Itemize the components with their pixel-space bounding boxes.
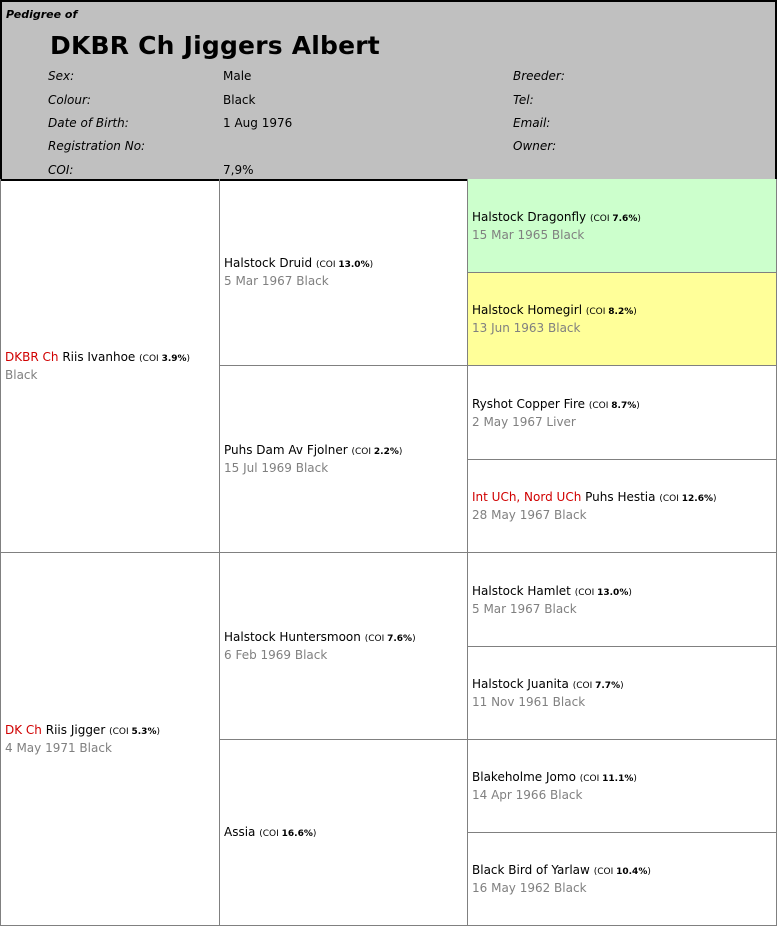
sire-sire-details: 5 Mar 1967 Black	[224, 274, 329, 288]
sire-dam-details: 15 Jul 1969 Black	[224, 461, 329, 475]
ss-sire-coi-prefix: COI	[593, 213, 610, 224]
dam-dam-cell: Assia (COI 16.6%)	[219, 740, 468, 926]
sex-label: Sex:	[48, 69, 75, 83]
sire-sire-cell: Halstock Druid (COI 13.0%) 5 Mar 1967 Black	[219, 179, 468, 366]
ds-dam-details: 11 Nov 1961 Black	[472, 695, 586, 709]
pedigree-tree	[0, 179, 777, 926]
sd-sire-name: Ryshot Copper Fire	[472, 396, 586, 411]
ds-sire-name: Halstock Hamlet	[472, 583, 571, 598]
sire-dam-cell: Puhs Dam Av Fjolner (COI 2.2%) 15 Jul 1969 Black	[219, 366, 468, 553]
dam-coi: 5.3%	[131, 727, 157, 737]
ss-dam-coi-prefix: COI	[589, 307, 606, 317]
breeder-label: Breeder:	[513, 69, 565, 83]
ss-dam-cell: Halstock Homegirl (COI 8.2%) 13 Jun 1963 Black	[467, 273, 777, 366]
sire-cell: DKBR Ch Riis Ivanhoe (COI 3.9%) Black	[0, 179, 220, 553]
sd-sire-coi-prefix: COI	[592, 400, 609, 411]
ds-sire-coi-prefix: COI	[578, 587, 595, 598]
sire-sire-coi-prefix: COI	[319, 260, 336, 270]
sire-details: Black	[5, 367, 38, 382]
dob-value: 1 Aug 1976	[223, 116, 293, 130]
dam-sire-coi: 7.6%	[387, 634, 413, 644]
dam-coi-prefix: COI	[112, 727, 129, 737]
ds-dam-coi: 7.7%	[595, 681, 621, 691]
ds-dam-coi-prefix: COI	[576, 681, 593, 691]
sd-dam-name: Puhs Hestia	[585, 490, 656, 504]
ss-sire-details: 15 Mar 1965 Black	[472, 227, 585, 242]
dob-label: Date of Birth:	[48, 116, 129, 130]
ds-dam-name: Halstock Juanita	[472, 677, 569, 691]
ds-sire-details: 5 Mar 1967 Black	[472, 601, 577, 616]
dam-dam-name: Assia	[224, 824, 256, 839]
sire-dam-coi-prefix: COI	[355, 447, 372, 457]
sd-dam-details: 28 May 1967 Black	[472, 508, 587, 522]
dam-sire-name: Halstock Huntersmoon	[224, 630, 361, 644]
pedigree-header	[0, 0, 777, 181]
coi-label: COI:	[48, 163, 74, 177]
ds-dam-cell: Halstock Juanita (COI 7.7%) 11 Nov 1961 Black	[467, 647, 777, 740]
colour-label: Colour:	[48, 93, 91, 107]
dam-dam-coi-prefix: COI	[262, 828, 279, 839]
owner-label: Owner:	[513, 139, 557, 153]
dd-sire-coi-prefix: COI	[583, 774, 600, 784]
dam-sire-details: 6 Feb 1969 Black	[224, 648, 328, 662]
ds-sire-cell: Halstock Hamlet (COI 13.0%) 5 Mar 1967 Black	[467, 553, 777, 647]
sd-dam-coi: 12.6%	[681, 494, 713, 504]
dog-name-title: DKBR Ch Jiggers Albert	[50, 31, 380, 60]
sire-dam-name: Puhs Dam Av Fjolner	[224, 443, 348, 457]
dd-sire-details: 14 Apr 1966 Black	[472, 788, 583, 802]
email-label: Email:	[513, 116, 551, 130]
ss-sire-coi: 7.6%	[612, 213, 638, 224]
sire-coi: 3.9%	[161, 353, 187, 364]
ds-sire-coi: 13.0%	[597, 587, 629, 598]
pedigree-of-label: Pedigree of	[6, 8, 78, 21]
dd-dam-cell: Black Bird of Yarlaw (COI 10.4%) 16 May 1962 Black	[467, 833, 777, 926]
dam-name: Riis Jigger	[45, 723, 106, 737]
sire-coi-prefix: COI	[142, 353, 159, 364]
tel-label: Tel:	[513, 93, 534, 107]
dd-sire-coi: 11.1%	[602, 774, 634, 784]
dd-dam-coi-prefix: COI	[597, 867, 614, 877]
dam-sire-coi-prefix: COI	[368, 634, 385, 644]
dd-sire-name: Blakeholme Jomo	[472, 770, 576, 784]
ss-sire-name: Halstock Dragonfly	[472, 209, 587, 224]
dd-dam-details: 16 May 1962 Black	[472, 881, 587, 895]
sd-sire-details: 2 May 1967 Liver	[472, 414, 576, 429]
dam-dam-coi: 16.6%	[281, 828, 313, 839]
sd-dam-coi-prefix: COI	[662, 494, 679, 504]
ss-sire-cell: Halstock Dragonfly (COI 7.6%) 15 Mar 1965 Black	[467, 179, 777, 273]
sire-dam-coi: 2.2%	[373, 447, 399, 457]
dd-dam-coi: 10.4%	[616, 867, 648, 877]
colour-value: Black	[223, 93, 256, 107]
dam-cell: DK Ch Riis Jigger (COI 5.3%) 4 May 1971 Black	[0, 553, 220, 926]
sire-sire-coi: 13.0%	[338, 260, 370, 270]
ss-dam-name: Halstock Homegirl	[472, 303, 583, 317]
dam-sire-cell: Halstock Huntersmoon (COI 7.6%) 6 Feb 1969 Black	[219, 553, 468, 740]
sire-name: Riis Ivanhoe	[62, 349, 136, 364]
sire-title: DKBR Ch	[5, 349, 59, 364]
ss-dam-coi: 8.2%	[608, 307, 634, 317]
sd-sire-cell: Ryshot Copper Fire (COI 8.7%) 2 May 1967 Liver	[467, 366, 777, 460]
sd-sire-coi: 8.7%	[611, 400, 637, 411]
sire-sire-name: Halstock Druid	[224, 256, 313, 270]
ss-dam-details: 13 Jun 1963 Black	[472, 321, 581, 335]
dam-title: DK Ch	[5, 723, 42, 737]
coi-value: 7,9%	[223, 163, 254, 177]
sd-dam-cell: Int UCh, Nord UCh Puhs Hestia (COI 12.6%) 28 May 1967 Black	[467, 460, 777, 553]
dam-details: 4 May 1971 Black	[5, 741, 112, 755]
dd-sire-cell: Blakeholme Jomo (COI 11.1%) 14 Apr 1966 Black	[467, 740, 777, 833]
sex-value: Male	[223, 69, 252, 83]
sd-dam-title: Int UCh, Nord UCh	[472, 490, 582, 504]
dd-dam-name: Black Bird of Yarlaw	[472, 863, 590, 877]
registration-label: Registration No:	[48, 139, 146, 153]
